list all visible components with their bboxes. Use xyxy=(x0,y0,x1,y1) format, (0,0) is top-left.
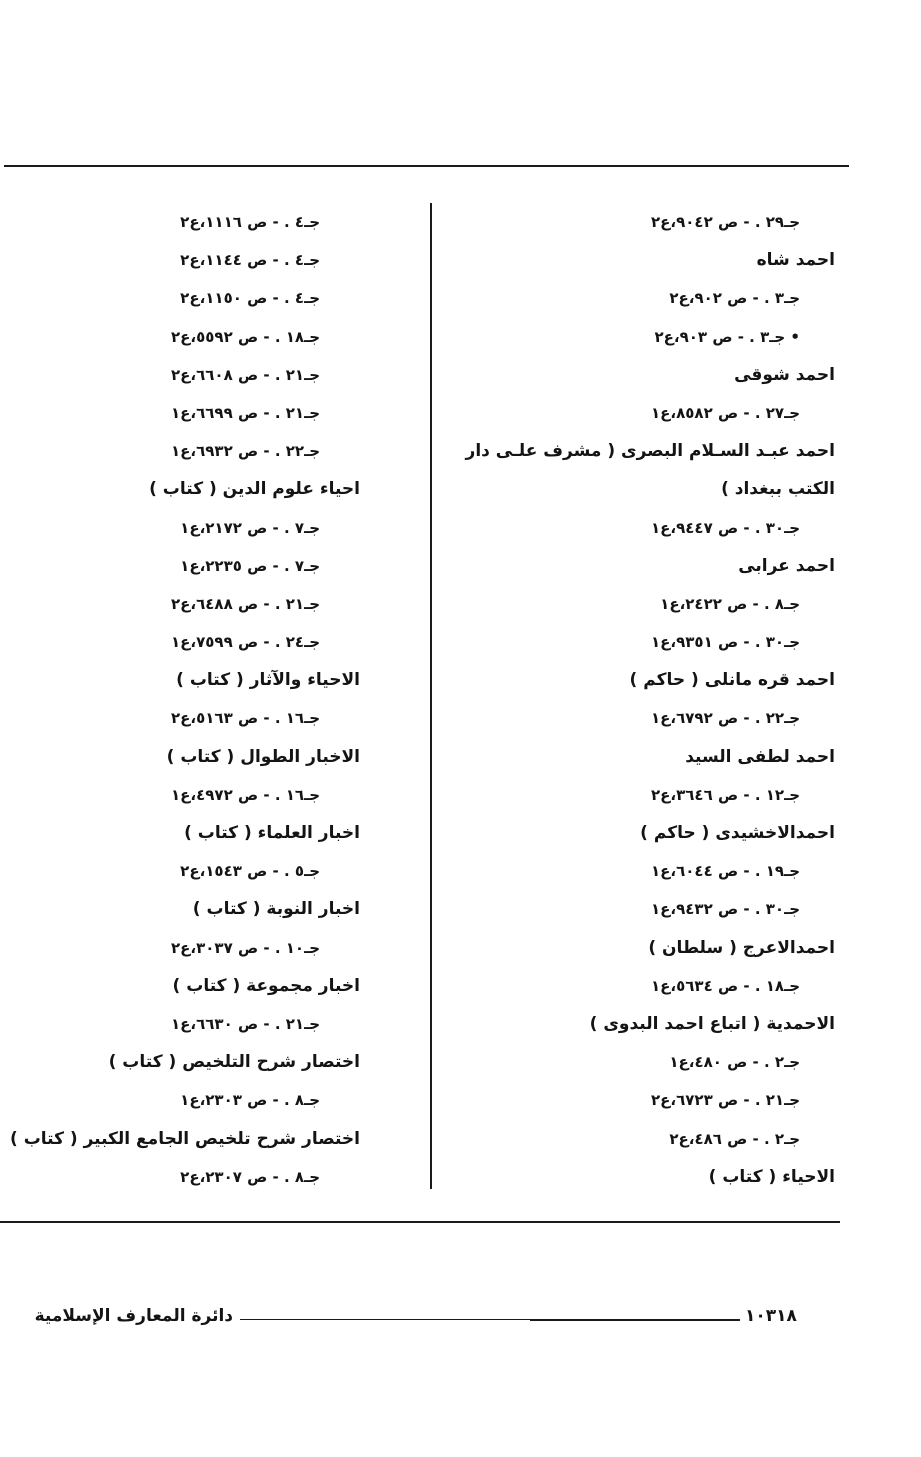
index-reference: جـ١٩ . - ص ٦٠٤٤،ع١ xyxy=(651,862,800,881)
index-reference: جـ٨ . - ص ٢٣٠٣،ع١ xyxy=(180,1091,320,1110)
index-reference: جـ٢ . - ص ٤٨٦،ع٢ xyxy=(669,1129,800,1148)
index-reference: جـ٢ . - ص ٤٨٠،ع١ xyxy=(669,1053,800,1072)
index-reference: جـ١٠ . - ص ٣٠٣٧،ع٢ xyxy=(171,938,320,957)
index-reference: جـ٣٠ . - ص ٩٤٤٧،ع١ xyxy=(651,518,800,537)
column-divider xyxy=(430,203,432,1189)
index-reference: جـ٢١ . - ص ٦٦٩٩،ع١ xyxy=(171,403,320,422)
index-reference: جـ٢١ . - ص ٦٦٠٨،ع٢ xyxy=(171,365,320,384)
index-heading: الاحياء ( كتاب ) xyxy=(708,1166,835,1187)
index-reference: جـ٢١ . - ص ٦٦٣٠،ع١ xyxy=(171,1014,320,1033)
index-heading: احمدالاعرج ( سلطان ) xyxy=(648,937,835,958)
index-heading: احمدالاخشيدى ( حاكم ) xyxy=(640,823,835,844)
top-rule xyxy=(4,165,849,167)
index-reference: جـ٣٠ . - ص ٩٣٥١،ع١ xyxy=(651,633,800,652)
index-heading: الاحمدية ( اتباع احمد البدوى ) xyxy=(589,1013,835,1034)
footer-rule-right xyxy=(530,1319,740,1321)
index-reference: • جـ٣ . - ص ٩٠٣،ع٢ xyxy=(654,327,800,346)
index-reference: جـ٣ . - ص ٩٠٢،ع٢ xyxy=(669,289,800,308)
page-number: ١٠٣١٨ xyxy=(745,1306,797,1326)
index-heading: احياء علوم الدين ( كتاب ) xyxy=(149,479,360,500)
index-reference: جـ٤ . - ص ١١٤٤،ع٢ xyxy=(180,251,320,270)
index-reference: جـ١٢ . - ص ٣٦٤٦،ع٢ xyxy=(651,785,800,804)
index-reference: جـ٨ . - ص ٢٤٢٢،ع١ xyxy=(660,594,800,613)
index-reference: جـ١٦ . - ص ٤٩٧٢،ع١ xyxy=(171,785,320,804)
index-reference: جـ٢٢ . - ص ٦٧٩٢،ع١ xyxy=(651,709,800,728)
index-reference: جـ٤ . - ص ١١٥٠،ع٢ xyxy=(180,289,320,308)
index-heading: احمد لطفى السيد xyxy=(685,746,835,767)
index-heading: اختصار شرح التلخيص ( كتاب ) xyxy=(108,1052,360,1073)
bottom-rule xyxy=(0,1221,840,1223)
index-reference: جـ٢٩ . - ص ٩٠٤٢،ع٢ xyxy=(651,213,800,231)
index-heading: اخبار مجموعة ( كتاب ) xyxy=(172,975,360,996)
index-reference: جـ٨ . - ص ٢٣٠٧،ع٢ xyxy=(180,1167,320,1186)
index-reference: جـ٢١ . - ص ٦٤٨٨،ع٢ xyxy=(171,594,320,613)
footer-rule-left xyxy=(240,1319,530,1320)
index-heading: احمد عبـد السـلام البصرى ( مشرف علـى دار الكتب ببغداد ) xyxy=(465,441,835,500)
index-reference: جـ١٨ . - ص ٥٦٣٤،ع١ xyxy=(651,976,800,995)
index-reference: جـ٣٠ . - ص ٩٤٣٢،ع١ xyxy=(651,900,800,919)
left-column xyxy=(10,203,360,1196)
index-heading: اخبار النوبة ( كتاب ) xyxy=(192,899,360,920)
index-reference: جـ٢٢ . - ص ٦٩٣٢،ع١ xyxy=(171,442,320,461)
index-heading: الاخبار الطوال ( كتاب ) xyxy=(166,746,360,767)
index-reference: جـ١٦ . - ص ٥١٦٣،ع٢ xyxy=(171,709,320,728)
index-reference: جـ٧ . - ص ٢١٧٢،ع١ xyxy=(180,518,320,537)
index-heading: الاحياء والآثار ( كتاب ) xyxy=(176,670,360,691)
index-reference: جـ٧ . - ص ٢٢٣٥،ع١ xyxy=(180,556,320,575)
index-reference: جـ٢٤ . - ص ٧٥٩٩،ع١ xyxy=(171,633,320,652)
footer-title: دائرة المعارف الإسلامية xyxy=(34,1306,233,1326)
index-heading: اختصار شرح تلخيص الجامع الكبير ( كتاب ) xyxy=(10,1128,360,1149)
index-reference: جـ٤ . - ص ١١١٦،ع٢ xyxy=(180,213,320,231)
index-reference: جـ٥ . - ص ١٥٤٣،ع٢ xyxy=(180,862,320,881)
index-reference: جـ٢١ . - ص ٦٧٢٣،ع٢ xyxy=(651,1091,800,1110)
index-heading: احمد شاه xyxy=(756,250,835,271)
index-heading: احمد شوقى xyxy=(734,364,835,385)
index-heading: احمد قره مانلى ( حاكم ) xyxy=(629,670,835,691)
index-heading: اخبار العلماء ( كتاب ) xyxy=(184,823,360,843)
index-reference: جـ١٨ . - ص ٥٥٩٢،ع٢ xyxy=(171,327,320,346)
index-heading: احمد عرابى xyxy=(738,555,835,576)
index-reference: جـ٢٧ . - ص ٨٥٨٢،ع١ xyxy=(651,403,800,422)
right-column xyxy=(440,203,835,1196)
